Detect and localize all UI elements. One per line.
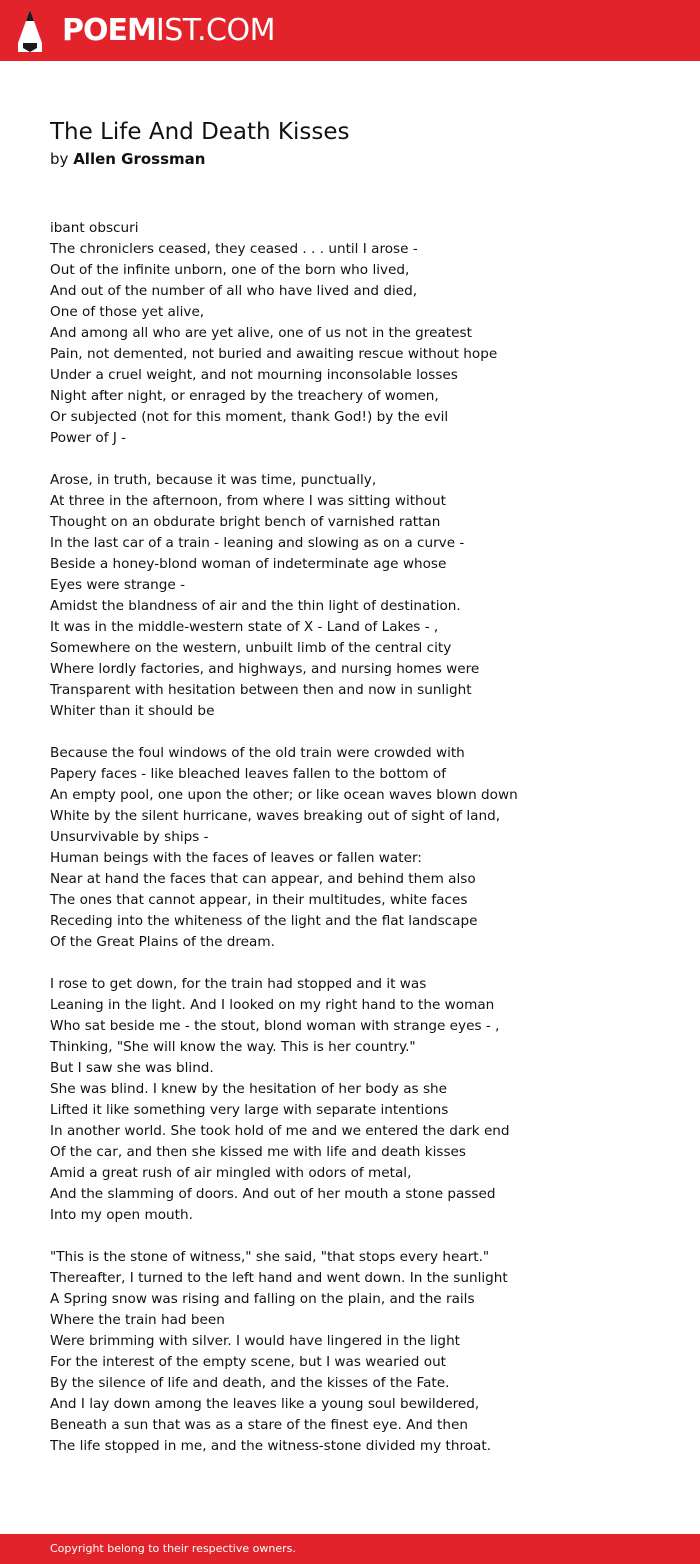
- poem-line: Whiter than it should be: [50, 703, 215, 719]
- poem-line: White by the silent hurricane, waves breaking out of sight of land,: [50, 808, 501, 824]
- poem-line: And among all who are yet alive, one of us not in the greatest: [50, 325, 472, 341]
- poem-line: Amid a great rush of air mingled with odors of metal,: [50, 1165, 412, 1181]
- poem-line: And the slamming of doors. And out of her mouth a stone passed: [50, 1186, 496, 1202]
- poem-line: In another world. She took hold of me and we entered the dark end: [50, 1123, 510, 1139]
- logo-bold-text: POEM: [62, 13, 156, 48]
- poem-line: The chroniclers ceased, they ceased . . . until I arose -: [50, 241, 418, 257]
- poem-line: Receding into the whiteness of the light and the flat landscape: [50, 913, 478, 929]
- poem-line: And I lay down among the leaves like a young soul bewildered,: [50, 1396, 480, 1412]
- poem-line: Thinking, "She will know the way. This is her country.": [50, 1039, 416, 1055]
- poem-line: Thereafter, I turned to the left hand and went down. In the sunlight: [50, 1270, 508, 1286]
- poem-line: The life stopped in me, and the witness-stone divided my throat.: [50, 1438, 492, 1454]
- poem-line: Arose, in truth, because it was time, punctually,: [50, 472, 377, 488]
- poem-line: ibant obscuri: [50, 220, 139, 236]
- poem-line: Unsurvivable by ships -: [50, 829, 209, 845]
- poem-line: Near at hand the faces that can appear, and behind them also: [50, 871, 476, 887]
- poem-line: Because the foul windows of the old train were crowded with: [50, 745, 465, 761]
- poem-line: Were brimming with silver. I would have lingered in the light: [50, 1333, 461, 1349]
- poem-line: The ones that cannot appear, in their multitudes, white faces: [50, 892, 468, 908]
- poem-line: Leaning in the light. And I looked on my right hand to the woman: [50, 997, 495, 1013]
- pencil-logo-icon[interactable]: [17, 9, 43, 52]
- poem-line: "This is the stone of witness," she said, "that stops every heart.": [50, 1249, 490, 1265]
- poem-line: Human beings with the faces of leaves or fallen water:: [50, 850, 422, 866]
- stanza-gap: [50, 449, 670, 470]
- site-header: [0, 0, 700, 61]
- poem-line: Night after night, or enraged by the treachery of women,: [50, 388, 439, 404]
- stanza-gap: [50, 722, 670, 743]
- poem-line: Who sat beside me - the stout, blond woman with strange eyes - ,: [50, 1018, 500, 1034]
- poem-line: And out of the number of all who have lived and died,: [50, 283, 418, 299]
- poem-line: By the silence of life and death, and the kisses of the Fate.: [50, 1375, 450, 1391]
- poem-line: Into my open mouth.: [50, 1207, 193, 1223]
- poem-line: For the interest of the empty scene, but I was wearied out: [50, 1354, 447, 1370]
- poem-author[interactable]: Allen Grossman: [73, 150, 206, 168]
- poem-line: She was blind. I knew by the hesitation of her body as she: [50, 1081, 447, 1097]
- poem-line: Of the Great Plains of the dream.: [50, 934, 275, 950]
- stanza-gap: [50, 1226, 670, 1247]
- poem-line: Where the train had been: [50, 1312, 225, 1328]
- poem-line: Out of the infinite unborn, one of the born who lived,: [50, 262, 410, 278]
- poem-line: An empty pool, one upon the other; or like ocean waves blown down: [50, 787, 518, 803]
- poem-line: Or subjected (not for this moment, thank God!) by the evil: [50, 409, 449, 425]
- poem-byline: [50, 148, 205, 170]
- poem-line: It was in the middle-western state of X - Land of Lakes - ,: [50, 619, 439, 635]
- poem-line: Pain, not demented, not buried and awaiting rescue without hope: [50, 346, 498, 362]
- poem-line: In the last car of a train - leaning and slowing as on a curve -: [50, 535, 465, 551]
- poem-line: Beside a honey-blond woman of indeterminate age whose: [50, 556, 447, 572]
- poem-line: Somewhere on the western, unbuilt limb of the central city: [50, 640, 452, 656]
- poem-body: [50, 218, 670, 1457]
- poem-title: The Life And Death Kisses: [50, 119, 350, 145]
- poem-line: At three in the afternoon, from where I was sitting without: [50, 493, 446, 509]
- poem-line: Under a cruel weight, and not mourning inconsolable losses: [50, 367, 458, 383]
- site-footer: [0, 1534, 700, 1564]
- by-label: by: [50, 150, 69, 168]
- poem-line: Where lordly factories, and highways, and nursing homes were: [50, 661, 480, 677]
- site-logo[interactable]: [62, 11, 275, 51]
- poem-line: Amidst the blandness of air and the thin light of destination.: [50, 598, 461, 614]
- poem-line: Of the car, and then she kissed me with life and death kisses: [50, 1144, 466, 1160]
- stanza-gap: [50, 953, 670, 974]
- poem-line: But I saw she was blind.: [50, 1060, 214, 1076]
- logo-rest-text: IST.COM: [155, 13, 275, 48]
- poem-line: I rose to get down, for the train had stopped and it was: [50, 976, 427, 992]
- poem-line: One of those yet alive,: [50, 304, 205, 320]
- poem-line: Lifted it like something very large with separate intentions: [50, 1102, 449, 1118]
- poem-line: Eyes were strange -: [50, 577, 186, 593]
- poem-line: Thought on an obdurate bright bench of varnished rattan: [50, 514, 441, 530]
- poem-line: Transparent with hesitation between then and now in sunlight: [50, 682, 472, 698]
- poem-line: Papery faces - like bleached leaves fallen to the bottom of: [50, 766, 447, 782]
- poem-line: Beneath a sun that was as a stare of the finest eye. And then: [50, 1417, 468, 1433]
- poem-line: A Spring snow was rising and falling on the plain, and the rails: [50, 1291, 475, 1307]
- copyright-text: Copyright belong to their respective owners.: [50, 1542, 296, 1555]
- poem-line: Power of J -: [50, 430, 127, 446]
